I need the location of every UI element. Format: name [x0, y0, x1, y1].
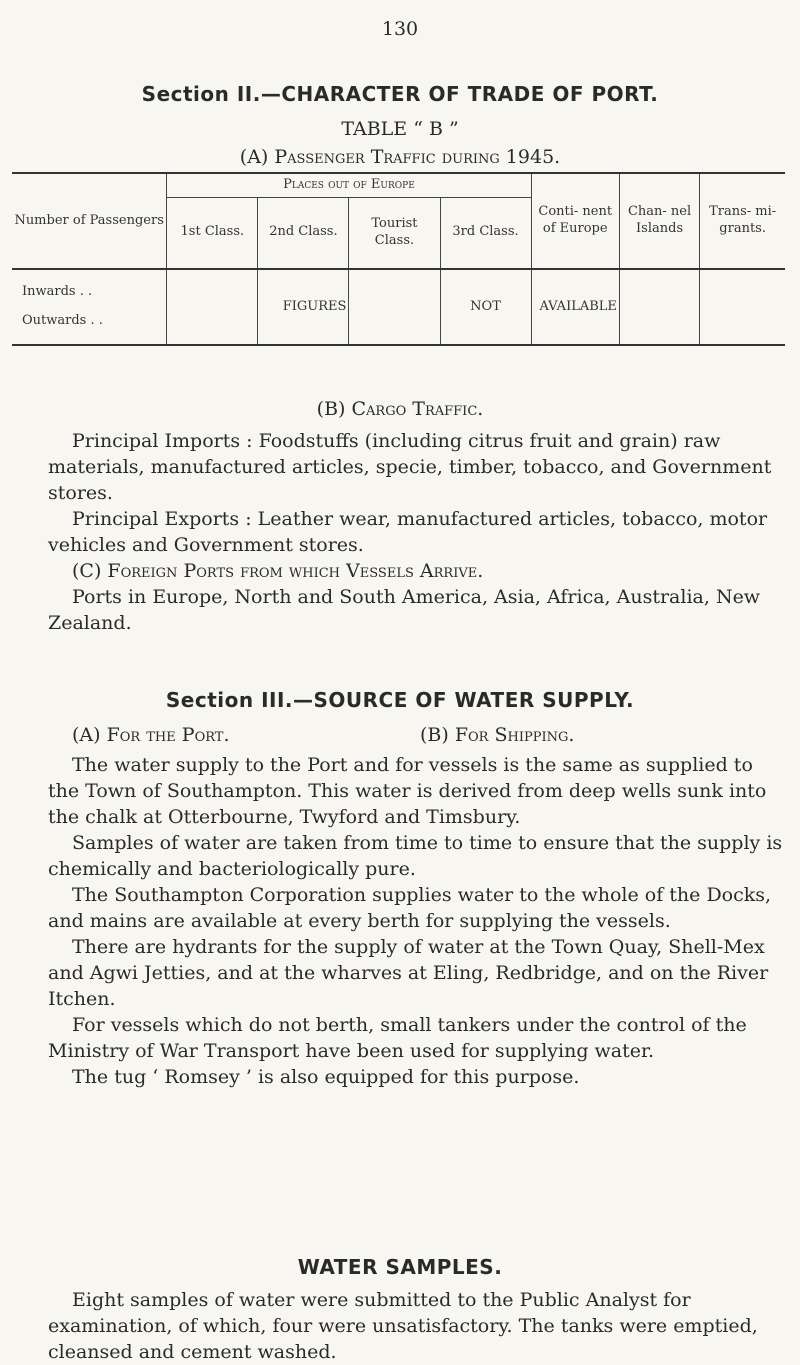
- water-samples-title: WATER SAMPLES.: [297, 1255, 503, 1279]
- col-continent: Conti- nent of Europe: [531, 173, 619, 269]
- principal-exports: Principal Exports : Leather wear, manufactured articles, tobacco, motor vehicles and Government stores.: [48, 508, 768, 556]
- foreign-ports-text: Ports in Europe, North and South America, Asia, Africa, Australia, New Zealand.: [48, 586, 761, 634]
- col-third-class: 3rd Class.: [440, 197, 531, 269]
- table-b-title: TABLE “ B ”: [341, 118, 459, 140]
- col-transmigrants: Trans- mi- grants.: [700, 173, 785, 269]
- cell-figures: FIGURES: [258, 269, 349, 345]
- col-second-class: 2nd Class.: [258, 197, 349, 269]
- principal-imports: Principal Imports : Foodstuffs (including citrus fruit and grain) raw materials, manufactured articles, specie, timber, tobacco, and Government stores.: [48, 430, 772, 504]
- cargo-text: [48, 428, 784, 636]
- col-places-out-of-europe: Places out of Europe: [167, 173, 531, 197]
- col-first-class: 1st Class.: [167, 197, 258, 269]
- water-para-5: For vessels which do not berth, small tankers under the control of the Ministry of War Transport have been used for supplying water.: [48, 1014, 747, 1062]
- water-samples-text: [48, 1287, 784, 1365]
- subheading-port: (A) For the Port.: [72, 724, 230, 746]
- water-para-6: The tug ‘ Romsey ’ is also equipped for this purpose.: [72, 1066, 580, 1088]
- water-para-2: Samples of water are taken from time to time to ensure that the supply is chemically and bacteriologically pure.: [48, 832, 783, 880]
- foreign-ports-heading: (C) Foreign Ports from which Vessels Arrive.: [72, 560, 484, 582]
- water-para-1: The water supply to the Port and for vessels is the same as supplied to the Town of Southampton. This water is derived from deep wells sunk into the chalk at Otterbourne, Twyford and Timsbury.: [48, 754, 767, 828]
- cell-not: NOT: [440, 269, 531, 345]
- section-2-title: Section II.—CHARACTER OF TRADE OF PORT.: [141, 82, 659, 106]
- row-labels: Inwards . . Outwards . .: [12, 269, 167, 345]
- col-number-of-passengers: Number of Passengers: [12, 173, 167, 269]
- cell-available: AVAILABLE: [531, 269, 619, 345]
- cargo-heading: (B) Cargo Traffic.: [316, 398, 484, 420]
- col-channel-islands: Chan- nel Islands: [619, 173, 699, 269]
- water-supply-text: [48, 752, 784, 1090]
- col-tourist-class: Tourist Class.: [349, 197, 440, 269]
- row-inwards: Inwards: [22, 284, 76, 300]
- row-outwards: Outwards: [22, 313, 87, 328]
- water-para-3: The Southampton Corporation supplies water to the whole of the Docks, and mains are available at every berth for supplying the vessels.: [48, 884, 772, 932]
- water-para-4: There are hydrants for the supply of water at the Town Quay, Shell-Mex and Agwi Jetties, and at the wharves at Eling, Redbridge, and on the River Itchen.: [48, 936, 769, 1010]
- table-b-subtitle: (A) Passenger Traffic during 1945.: [239, 146, 561, 168]
- water-samples-para: Eight samples of water were submitted to the Public Analyst for examination, of which, four were unsatisfactory. The tanks were emptied, cleansed and cement washed.: [48, 1289, 758, 1363]
- subheading-shipping: (B) For Shipping.: [420, 724, 575, 746]
- page-number: 130: [381, 18, 419, 40]
- section-3-title: Section III.—SOURCE OF WATER SUPPLY.: [165, 688, 635, 712]
- passenger-traffic-table: [12, 172, 785, 346]
